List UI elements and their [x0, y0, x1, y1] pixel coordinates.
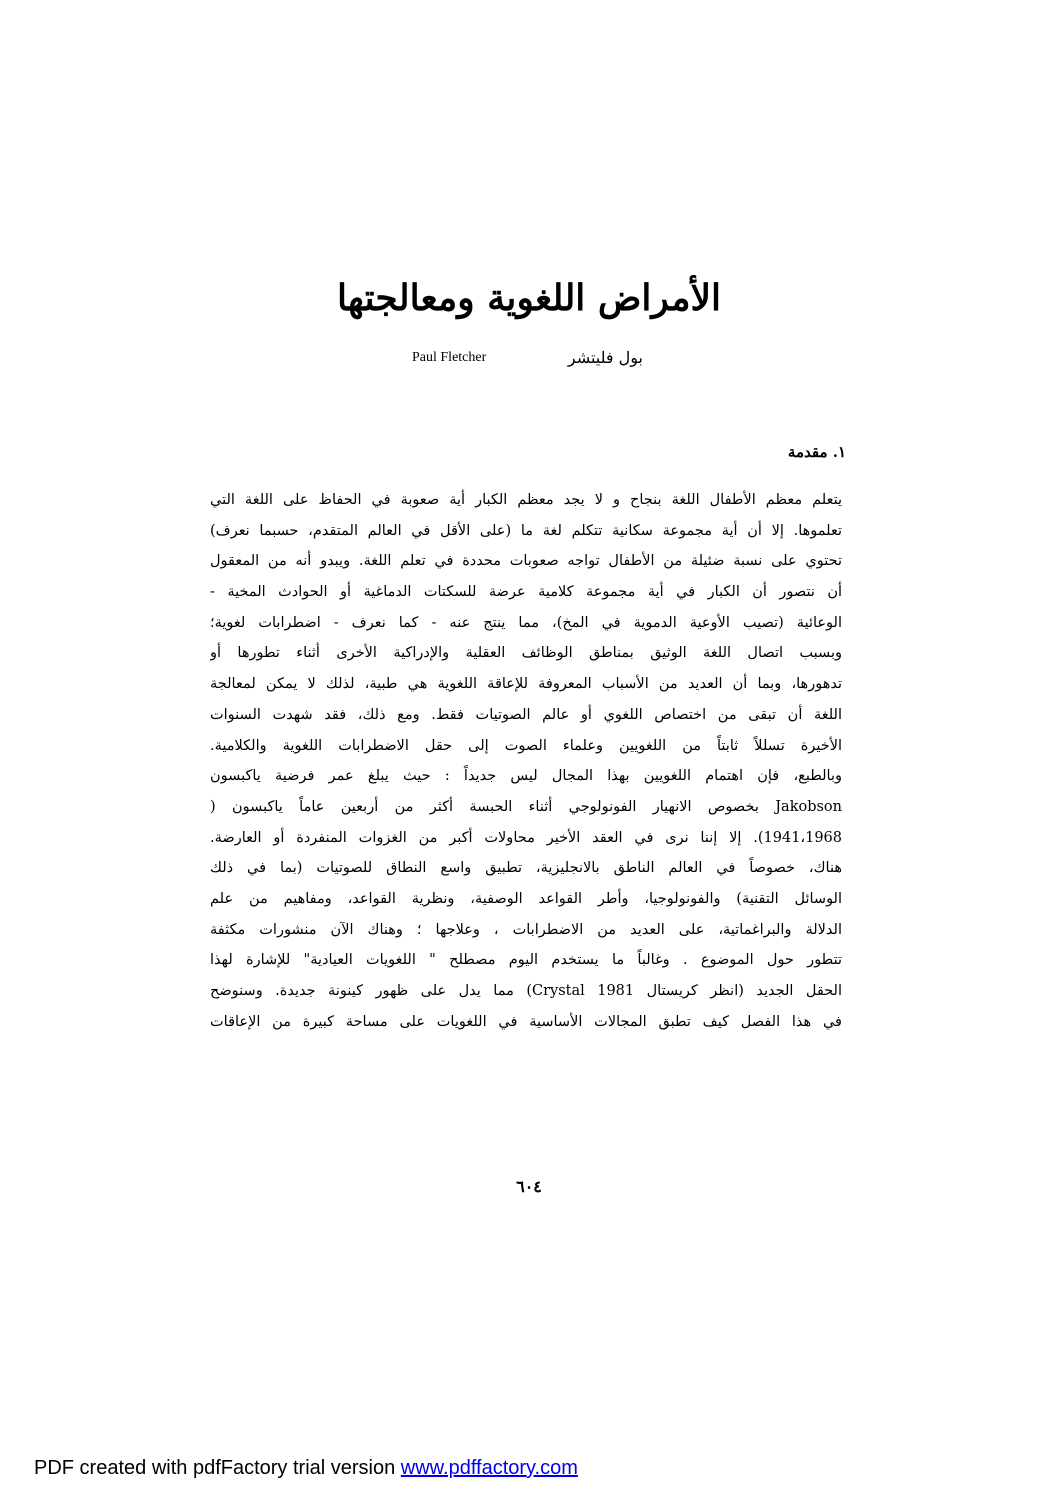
- body-text-line: الأخيرة تسللاً ثابتاً من اللغويين وعلماء الصوت إلى حقل الاضطرابات اللغوية والكلامية.: [210, 737, 842, 754]
- author-name-arabic: بول فليتشر: [567, 348, 643, 367]
- body-text-line: في هذا الفصل كيف تطبق المجالات الأساسية في اللغويات على مساحة كبيرة من الإعاقات: [210, 1013, 842, 1030]
- body-text-line: 1941،1968). إلا إننا نرى في العقد الأخير محاولات أكبر من الغزوات المنفردة أو العارضة.: [210, 829, 842, 846]
- body-text-line: الحقل الجديد (انظر كريستال Crystal 1981) مما يدل على ظهور كينونة جديدة. وسنوضح: [210, 983, 842, 999]
- footer-link[interactable]: www.pdffactory.com: [400, 1457, 578, 1479]
- body-text-line: Jakobson بخصوص الانهيار الفونولوجي أثناء الحبسة أكثر من أربعين عاماً ياكبسون (: [210, 798, 842, 815]
- footer-text: PDF created with pdfFactory trial version: [34, 1457, 401, 1479]
- pdf-footer: [34, 1453, 578, 1483]
- body-text-line: تتطور حول الموضوع . وغالباً ما يستخدم اليوم مصطلح " اللغويات العيادية" للإشارة لهذا: [210, 952, 842, 969]
- body-text-line: أن نتصور أن الكبار في أية مجموعة كلامية عرضة للسكتات الدماغية أو الحوادث المخية -: [210, 584, 842, 601]
- body-text-line: تعلموها. إلا أن أية مجموعة سكانية تتكلم لغة ما (على الأقل في العالم المتقدم، حسبما نعرف): [210, 522, 842, 539]
- body-text-line: وبسبب اتصال اللغة الوثيق بمناطق الوظائف العقلية والإدراكية الأخرى أثناء تطورها أو: [210, 645, 842, 662]
- author-name-english: Paul Fletcher: [412, 350, 487, 365]
- body-text-line: تدهورها، وبما أن العديد من الأسباب المعروفة للإعاقة اللغوية هي طبية، لذلك لا يمكن لمعالجة: [210, 676, 842, 693]
- page-title: الأمراض اللغوية ومعالجتها: [336, 277, 722, 319]
- body-text-line: وبالطبع، فإن اهتمام اللغويين بهذا المجال ليس جديداً : حيث يبلغ عمر فرضية ياكبسون: [210, 768, 842, 785]
- body-text-line: الدلالة والبراغماتية، على العديد من الاضطرابات ، وعلاجها ؛ وهناك الآن منشورات مكثفة: [210, 921, 842, 938]
- page-number: ٦٠٤: [516, 1177, 542, 1196]
- body-text-line: اللغة أن تبقى من اختصاص اللغوي أو عالم الصوتيات فقط. ومع ذلك، فقد شهدت السنوات: [210, 706, 842, 723]
- section-heading: ١. مقدمة: [787, 443, 846, 461]
- body-paragraph: [210, 485, 842, 1037]
- body-text-line: الوعائية (تصيب الأوعية الدموية في المخ)، مما ينتج عنه - كما نعرف - اضطرابات لغوية؛: [210, 614, 842, 631]
- body-text-line: تحتوي على نسبة ضئيلة من الأطفال تواجه صعوبات محددة في تعلم اللغة. ويبدو أنه من المعقول: [210, 553, 842, 570]
- body-text-line: هناك، خصوصاً في العالم الناطق بالانجليزية، تطبيق واسع النطاق للصوتيات (بما في ذلك: [210, 860, 842, 877]
- body-text-line: يتعلم معظم الأطفال اللغة بنجاح و لا يجد معظم الكبار أية صعوبة في الحفاظ على اللغة التي: [210, 492, 842, 508]
- body-text-line: الوسائل التقنية) والفونولوجيا، وأطر القواعد الوصفية، ونظرية القواعد، ومفاهيم من علم: [210, 890, 842, 907]
- author-line: [0, 343, 1058, 373]
